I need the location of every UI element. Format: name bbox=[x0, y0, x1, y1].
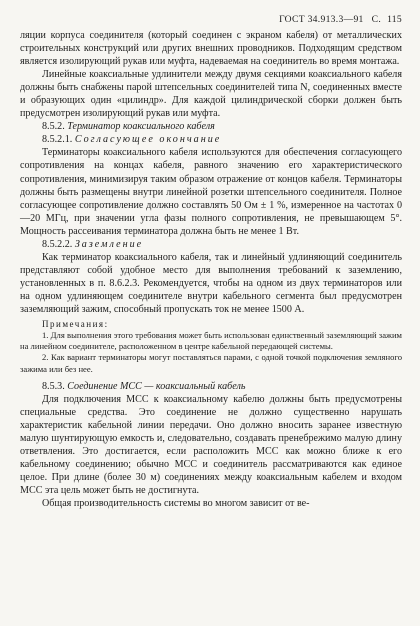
section-heading-8-5-2-1 bbox=[20, 133, 402, 146]
notes-heading: Примечания: bbox=[42, 319, 109, 330]
paragraph-line-extenders: Линейные коаксиальные удлинители между двумя секциями коаксиального кабеля должны быть снабжены парой штепсельных соединителей типа N, соединенных вместе и образующих один «цилиндр». Для каждой цилиндрической сборки должен быть предусмотрен изолирующий рукав или муфта. bbox=[20, 69, 402, 120]
section-number: 8.5.2. bbox=[42, 121, 65, 133]
paragraph-grounding: Как терминатор коаксиального кабеля, так и линейный удлиняющий соединитель представляют собой удобное место для выполнения требований к заземлению, установленных в п. 8.6.2.3. Рекомендуется, чтобы на одном из двух терминаторов или на одном удлиняющем соединителе внутри кабельного сегмента был предусмотрен заземляющий зажим, способный пропускать ток не менее 1500 А. bbox=[20, 251, 402, 315]
paragraph-performance: Общая производительность системы во многом зависит от ве- bbox=[42, 498, 310, 510]
paragraph-mss-connection: Для подключения МСС к коаксиальному кабелю должны быть предусмотрены специальные средства. Это соединение не должно существенно нарушать характеристик кабельной линии передачи. Оно должно вносить заранее известную малую шунтирующую емкость и, следовательно, создавать пренебрежимо малую длину ответвления. Это достигается, если расположить МСС как можно ближе к его кабельному соединению; обычно МСС и соединитель рассматриваются как единое целое. При длине (более 30 м) соединениях между коаксиальным кабелем и входом МСС эта цель может быть не достигнута. bbox=[20, 393, 402, 497]
note-1: 1. Для выполнения этого требования может быть использован единственный заземляющий зажим на линейном соединителе, расположенном в центре кабельной передающей системы. bbox=[20, 330, 402, 352]
section-number: 8.5.3. bbox=[42, 380, 65, 392]
page-number: 115 bbox=[387, 14, 402, 25]
section-number: 8.5.2.1. bbox=[42, 134, 73, 146]
section-title: Согласующее окончание bbox=[74, 134, 222, 146]
section-number: 8.5.2.2. bbox=[42, 238, 73, 250]
section-heading-8-5-2 bbox=[20, 120, 402, 133]
section-title: Соединение МСС — коаксиальный кабель bbox=[67, 380, 246, 392]
note-2: 2. Как вариант терминаторы могут поставляться парами, с одной точкой подключения земляного зажима или без нее. bbox=[20, 352, 402, 374]
section-heading-8-5-2-2 bbox=[20, 238, 402, 251]
page-prefix: С. bbox=[371, 14, 382, 25]
paragraph-continuation: ляции корпуса соединителя (который соединен с экраном кабеля) от металлических строительных конструкций или других внешних проводников. Подходящим средством является изолирующий рукав или муфта, надеваемая на соединитель во время монтажа. bbox=[20, 30, 402, 68]
section-title: Терминатор коаксиального кабеля bbox=[67, 121, 215, 133]
section-heading-8-5-3 bbox=[20, 380, 402, 393]
running-header bbox=[20, 14, 402, 29]
standard-number: ГОСТ 34.913.3—91 bbox=[279, 14, 364, 25]
paragraph-terminators: Терминаторы коаксиального кабеля используются для обеспечения согласующего сопротивления на концах кабеля, равного значению его характеристического сопротивления, минимизируя таким образом отражение от концов кабеля. Терминаторы должны быть размещены внутри линейной розетки штепсельного соединителя. Полное согласующее сопротивление должно составлять 50 Ом ± 1 %, измеренное на частотах 0—20 МГц, при значении угла фазы полного сопротивления, не превышающем 5°. Мощность рассеивания терминатора должна быть не менее 1 Вт. bbox=[20, 147, 402, 237]
section-title: Заземление bbox=[74, 238, 144, 250]
